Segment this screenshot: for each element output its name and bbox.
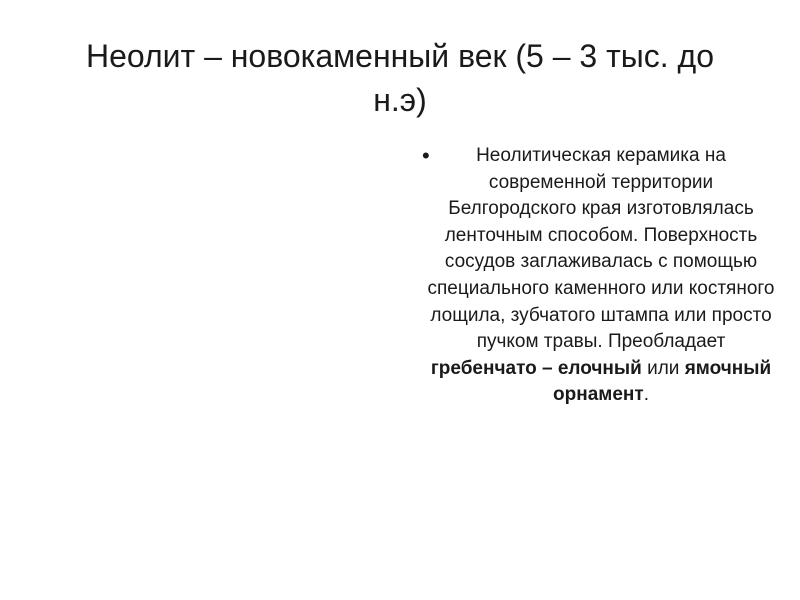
bullet-icon: •: [422, 143, 430, 168]
slide-title: [40, 34, 760, 122]
bullet-text: [420, 143, 776, 409]
term-comb-herringbone: гребенчато – елочный: [430, 357, 642, 379]
term-pit-ornament: ямочный орнамент: [553, 357, 772, 406]
body-text: Неолитическая керамика на современной территории Белгородского края изготовлялась ленточным способом. Поверхность сосудов заглаживалась с помощью специального каменного или костяного лощила, зубчатого штампа или просто пучком травы. Преобладает: [427, 145, 775, 353]
content-body: [420, 143, 776, 409]
title-line-2: н.э): [373, 82, 427, 118]
bullet-item: [420, 143, 776, 409]
connector-text: или: [647, 357, 680, 379]
end-period: .: [643, 384, 649, 406]
title-line-1: Неолит – новокаменный век (5 – 3 тыс. до: [85, 38, 715, 74]
